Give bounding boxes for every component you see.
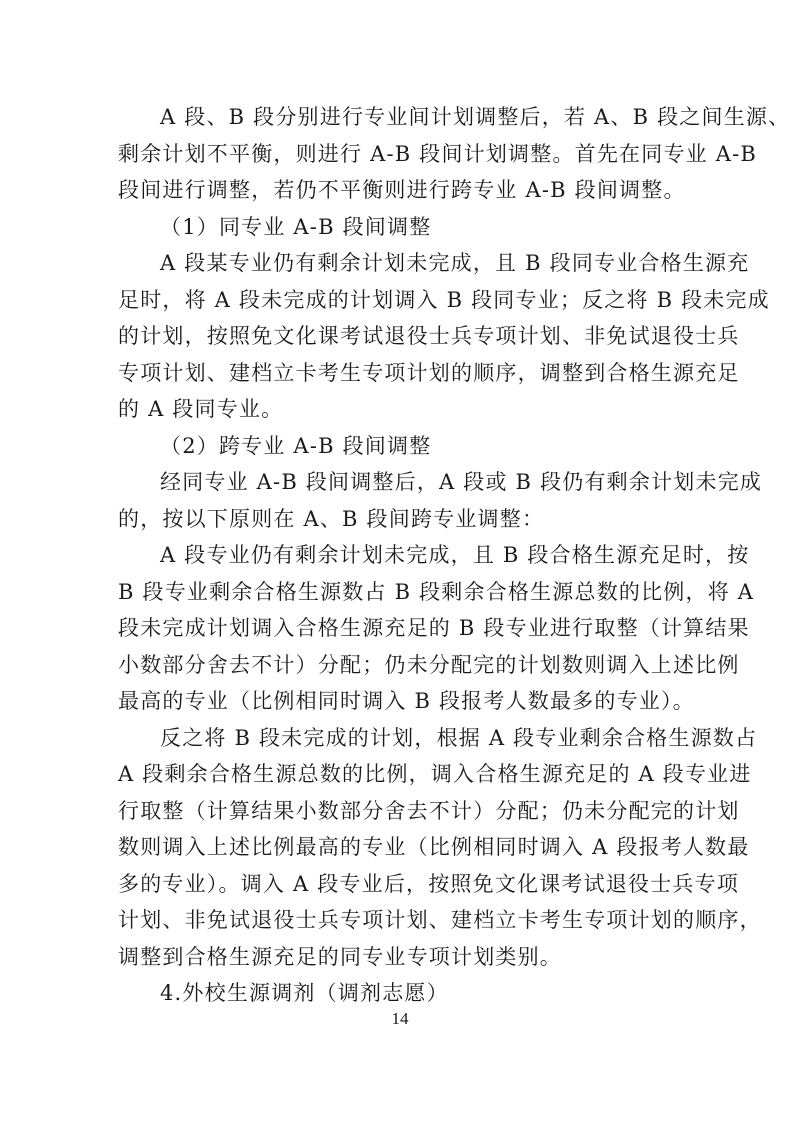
text-line: 段间进行调整，若仍不平衡则进行跨专业 A-B 段间调整。 [118,178,686,202]
text-line: 的 A 段同专业。 [118,397,284,421]
text-line: B 段专业剩余合格生源数占 B 段剩余合格生源总数的比例，将 A [118,579,755,604]
text-line: （1）同专业 A-B 段间调整 [160,214,432,239]
page-number: 14 [391,1009,409,1028]
text-line: 段未完成计划调入合格生源充足的 B 段专业进行取整（计算结果 [118,616,750,640]
text-line: 专项计划、建档立卡考生专项计划的顺序，调整到合格生源充足 [118,360,740,385]
text-line: 调整到合格生源充足的同专业专项计划类别。 [118,944,562,969]
text-line: 足时，将 A 段未完成的计划调入 B 段同专业；反之将 B 段未完成 [118,287,770,312]
text-line: A 段、B 段分别进行专业间计划调整后，若 A、B 段之间生源、 [160,105,791,129]
text-line: 行取整（计算结果小数部分舍去不计）分配；仍未分配完的计划 [118,798,740,823]
document-body [118,99,791,1012]
text-line: 多的专业）。调入 A 段专业后，按照免文化课考试退役士兵专项 [118,871,740,896]
text-line: 小数部分舍去不计）分配；仍未分配完的计划数则调入上述比例 [118,652,740,677]
text-line: 的，按以下原则在 A、B 段间跨专业调整： [118,506,545,531]
text-line: 4.外校生源调剂（调剂志愿） [160,981,449,1005]
text-line: 反之将 B 段未完成的计划，根据 A 段专业剩余合格生源数占 [160,725,758,750]
text-line: 的计划，按照免文化课考试退役士兵专项计划、非免试退役士兵 [118,324,740,348]
text-line: 计划、非免试退役士兵专项计划、建档立卡考生专项计划的顺序， [118,908,762,932]
text-line: 经同专业 A-B 段间调整后，A 段或 B 段仍有剩余计划未完成 [160,470,763,494]
text-line: A 段专业仍有剩余计划未完成，且 B 段合格生源充足时，按 [160,543,750,567]
text-line: 最高的专业（比例相同时调入 B 段报考人数最多的专业）。 [118,689,695,713]
text-line: （2）跨专业 A-B 段间调整 [160,433,432,458]
text-line: 数则调入上述比例最高的专业（比例相同时调入 A 段报考人数最 [118,835,750,859]
text-line: 剩余计划不平衡，则进行 A-B 段间计划调整。首先在同专业 A-B [118,141,758,166]
text-line: A 段某专业仍有剩余计划未完成，且 B 段同专业合格生源充 [160,251,750,275]
text-line: A 段剩余合格生源总数的比例，调入合格生源充足的 A 段专业进 [118,762,752,786]
